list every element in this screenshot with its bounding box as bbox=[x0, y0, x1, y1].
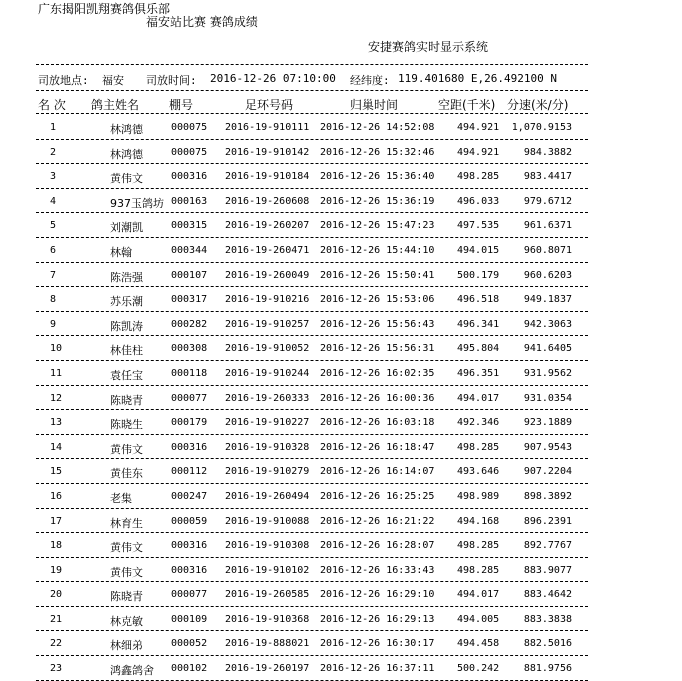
cell-ring: 2016-19-260049 bbox=[225, 269, 310, 281]
cell-rank: 5 bbox=[50, 220, 57, 232]
cell-shed: 000109 bbox=[171, 613, 208, 625]
cell-ring: 2016-19-260494 bbox=[225, 490, 310, 502]
cell-rank: 17 bbox=[50, 515, 63, 527]
cell-rank: 23 bbox=[50, 663, 63, 675]
release-location: 福安 bbox=[102, 74, 124, 87]
cell-rank: 13 bbox=[50, 417, 63, 429]
cell-rank: 8 bbox=[50, 294, 57, 306]
cell-distance: 500.179 bbox=[457, 269, 500, 281]
table-row bbox=[0, 509, 682, 534]
cell-arrival: 2016-12-26 15:56:43 bbox=[320, 318, 435, 330]
col-ring: 足环号码 bbox=[245, 98, 294, 112]
cell-speed: 960.8071 bbox=[523, 244, 572, 256]
cell-shed: 000077 bbox=[171, 392, 208, 404]
cell-ring: 2016-19-910088 bbox=[225, 515, 310, 527]
cell-ring: 2016-19-260608 bbox=[225, 195, 310, 207]
cell-arrival: 2016-12-26 16:29:13 bbox=[320, 613, 435, 625]
cell-arrival: 2016-12-26 16:14:07 bbox=[320, 466, 435, 478]
table-row bbox=[0, 336, 682, 361]
cell-distance: 498.285 bbox=[457, 441, 500, 453]
results-table bbox=[0, 115, 682, 681]
table-row bbox=[0, 435, 682, 460]
cell-owner: 林佳柱 bbox=[110, 344, 143, 358]
cell-owner: 陈晓青 bbox=[110, 590, 143, 604]
table-row bbox=[0, 631, 682, 656]
cell-speed: 983.4417 bbox=[523, 171, 572, 183]
release-location-label: 司放地点: bbox=[38, 74, 89, 87]
cell-shed: 000075 bbox=[171, 122, 208, 133]
table-row bbox=[0, 189, 682, 214]
table-row bbox=[0, 140, 682, 165]
cell-distance: 496.341 bbox=[457, 318, 500, 330]
cell-speed: 960.6203 bbox=[523, 269, 572, 281]
release-coords-label: 经纬度: bbox=[350, 74, 390, 87]
cell-arrival: 2016-12-26 16:30:17 bbox=[320, 638, 435, 650]
release-time: 2016-12-26 07:10:00 bbox=[210, 72, 336, 85]
cell-rank: 22 bbox=[50, 638, 63, 650]
cell-arrival: 2016-12-26 16:00:36 bbox=[320, 392, 435, 404]
table-row bbox=[0, 287, 682, 312]
release-info bbox=[38, 72, 598, 86]
cell-arrival: 2016-12-26 15:36:40 bbox=[320, 171, 435, 183]
table-row bbox=[0, 361, 682, 386]
table-row bbox=[0, 533, 682, 558]
cell-owner: 黄伟文 bbox=[110, 565, 143, 579]
cell-ring: 2016-19-260471 bbox=[225, 244, 310, 256]
cell-shed: 000316 bbox=[171, 564, 208, 576]
cell-speed: 883.3838 bbox=[523, 613, 572, 625]
cell-rank: 1 bbox=[50, 122, 57, 133]
cell-shed: 000107 bbox=[171, 269, 208, 281]
cell-shed: 000075 bbox=[171, 146, 208, 158]
cell-speed: 883.4642 bbox=[523, 589, 572, 601]
cell-owner: 黄伟文 bbox=[110, 172, 143, 186]
cell-rank: 10 bbox=[50, 343, 63, 355]
cell-shed: 000179 bbox=[171, 417, 208, 429]
cell-arrival: 2016-12-26 15:56:31 bbox=[320, 343, 435, 355]
cell-speed: 1,070.9153 bbox=[511, 122, 572, 133]
table-row bbox=[0, 607, 682, 632]
cell-shed: 000308 bbox=[171, 343, 208, 355]
cell-ring: 2016-19-910102 bbox=[225, 564, 310, 576]
cell-ring: 2016-19-910184 bbox=[225, 171, 310, 183]
cell-speed: 898.3892 bbox=[523, 490, 572, 502]
col-distance: 空距(千米) bbox=[438, 98, 496, 112]
cell-shed: 000316 bbox=[171, 441, 208, 453]
cell-distance: 494.921 bbox=[457, 146, 500, 158]
cell-rank: 15 bbox=[50, 466, 63, 478]
cell-distance: 497.535 bbox=[457, 220, 500, 232]
release-time-label: 司放时间: bbox=[146, 74, 197, 87]
cell-ring: 2016-19-910052 bbox=[225, 343, 310, 355]
cell-owner: 林鸿德 bbox=[110, 147, 143, 161]
cell-owner: 林翰 bbox=[110, 245, 132, 259]
cell-ring: 2016-19-910216 bbox=[225, 294, 310, 306]
cell-distance: 492.346 bbox=[457, 417, 500, 429]
cell-arrival: 2016-12-26 16:29:10 bbox=[320, 589, 435, 601]
cell-distance: 494.005 bbox=[457, 613, 500, 625]
table-row bbox=[0, 164, 682, 189]
cell-shed: 000247 bbox=[171, 490, 208, 502]
table-row bbox=[0, 312, 682, 337]
table-row bbox=[0, 558, 682, 583]
cell-ring: 2016-19-910111 bbox=[225, 122, 310, 133]
table-row bbox=[0, 386, 682, 411]
cell-arrival: 2016-12-26 15:44:10 bbox=[320, 244, 435, 256]
cell-rank: 6 bbox=[50, 244, 57, 256]
divider-header-top bbox=[36, 90, 588, 91]
col-owner: 鸽主姓名 bbox=[91, 98, 140, 112]
cell-speed: 941.6405 bbox=[523, 343, 572, 355]
cell-distance: 494.921 bbox=[457, 122, 500, 133]
cell-rank: 16 bbox=[50, 490, 63, 502]
cell-distance: 495.804 bbox=[457, 343, 500, 355]
cell-rank: 21 bbox=[50, 613, 63, 625]
cell-owner: 陈晓青 bbox=[110, 393, 143, 407]
cell-arrival: 2016-12-26 16:03:18 bbox=[320, 417, 435, 429]
cell-ring: 2016-19-260197 bbox=[225, 663, 310, 675]
cell-shed: 000282 bbox=[171, 318, 208, 330]
cell-arrival: 2016-12-26 16:21:22 bbox=[320, 515, 435, 527]
cell-arrival: 2016-12-26 15:47:23 bbox=[320, 220, 435, 232]
cell-shed: 000163 bbox=[171, 195, 208, 207]
cell-distance: 496.351 bbox=[457, 367, 500, 379]
cell-rank: 14 bbox=[50, 441, 63, 453]
cell-ring: 2016-19-260333 bbox=[225, 392, 310, 404]
cell-ring: 2016-19-888021 bbox=[225, 638, 310, 650]
cell-owner: 鸿鑫鸽舍 bbox=[110, 664, 154, 678]
cell-arrival: 2016-12-26 16:25:25 bbox=[320, 490, 435, 502]
col-rank: 名 次 bbox=[38, 98, 66, 112]
cell-owner: 林鸿德 bbox=[110, 123, 143, 136]
table-row bbox=[0, 656, 682, 681]
cell-speed: 949.1837 bbox=[523, 294, 572, 306]
cell-speed: 881.9756 bbox=[523, 663, 572, 675]
cell-distance: 493.646 bbox=[457, 466, 500, 478]
cell-speed: 931.9562 bbox=[523, 367, 572, 379]
cell-speed: 907.2204 bbox=[523, 466, 572, 478]
table-row bbox=[0, 459, 682, 484]
cell-speed: 961.6371 bbox=[523, 220, 572, 232]
cell-distance: 498.285 bbox=[457, 171, 500, 183]
cell-arrival: 2016-12-26 16:02:35 bbox=[320, 367, 435, 379]
cell-rank: 11 bbox=[50, 367, 63, 379]
release-coords: 119.401680 E,26.492100 N bbox=[398, 72, 557, 85]
cell-ring: 2016-19-910142 bbox=[225, 146, 310, 158]
table-row bbox=[0, 115, 682, 140]
cell-owner: 刘潮凯 bbox=[110, 221, 143, 235]
cell-speed: 896.2391 bbox=[523, 515, 572, 527]
cell-rank: 2 bbox=[50, 146, 57, 158]
cell-owner: 黄伟文 bbox=[110, 541, 143, 555]
cell-owner: 林育生 bbox=[110, 516, 143, 530]
cell-rank: 12 bbox=[50, 392, 63, 404]
cell-distance: 494.017 bbox=[457, 589, 500, 601]
cell-ring: 2016-19-910368 bbox=[225, 613, 310, 625]
cell-owner: 陈浩强 bbox=[110, 270, 143, 284]
cell-rank: 4 bbox=[50, 195, 57, 207]
col-shed: 棚号 bbox=[169, 98, 194, 112]
cell-arrival: 2016-12-26 15:36:19 bbox=[320, 195, 435, 207]
cell-owner: 陈凯涛 bbox=[110, 319, 143, 333]
cell-ring: 2016-19-910244 bbox=[225, 367, 310, 379]
cell-arrival: 2016-12-26 15:50:41 bbox=[320, 269, 435, 281]
cell-shed: 000077 bbox=[171, 589, 208, 601]
cell-ring: 2016-19-260207 bbox=[225, 220, 310, 232]
table-row bbox=[0, 263, 682, 288]
cell-distance: 498.285 bbox=[457, 564, 500, 576]
cell-arrival: 2016-12-26 14:52:08 bbox=[320, 122, 435, 133]
cell-owner: 苏乐潮 bbox=[110, 295, 143, 309]
cell-rank: 3 bbox=[50, 171, 57, 183]
col-arrival: 归巢时间 bbox=[350, 98, 399, 112]
cell-distance: 500.242 bbox=[457, 663, 500, 675]
cell-shed: 000317 bbox=[171, 294, 208, 306]
cell-ring: 2016-19-910227 bbox=[225, 417, 310, 429]
table-row bbox=[0, 410, 682, 435]
cell-owner: 黄伟文 bbox=[110, 442, 143, 456]
cell-speed: 931.0354 bbox=[523, 392, 572, 404]
cell-rank: 18 bbox=[50, 540, 63, 552]
cell-distance: 494.458 bbox=[457, 638, 500, 650]
club-name: 广东揭阳凯翔赛鸽俱乐部 bbox=[38, 2, 171, 16]
cell-owner: 林细弟 bbox=[110, 639, 143, 653]
cell-distance: 498.989 bbox=[457, 490, 500, 502]
cell-arrival: 2016-12-26 16:37:11 bbox=[320, 663, 435, 675]
cell-shed: 000102 bbox=[171, 663, 208, 675]
cell-rank: 9 bbox=[50, 318, 57, 330]
cell-shed: 000316 bbox=[171, 540, 208, 552]
cell-owner: 林克敏 bbox=[110, 614, 143, 628]
cell-ring: 2016-19-260585 bbox=[225, 589, 310, 601]
cell-speed: 923.1889 bbox=[523, 417, 572, 429]
table-row bbox=[0, 238, 682, 263]
divider-top bbox=[36, 64, 588, 65]
table-row bbox=[0, 213, 682, 238]
cell-ring: 2016-19-910257 bbox=[225, 318, 310, 330]
cell-arrival: 2016-12-26 16:33:43 bbox=[320, 564, 435, 576]
cell-arrival: 2016-12-26 16:18:47 bbox=[320, 441, 435, 453]
cell-owner: 老集 bbox=[110, 491, 132, 505]
cell-distance: 498.285 bbox=[457, 540, 500, 552]
table-row bbox=[0, 484, 682, 509]
cell-ring: 2016-19-910328 bbox=[225, 441, 310, 453]
cell-shed: 000344 bbox=[171, 244, 208, 256]
cell-shed: 000316 bbox=[171, 171, 208, 183]
cell-shed: 000315 bbox=[171, 220, 208, 232]
system-name: 安捷赛鸽实时显示系统 bbox=[368, 40, 489, 54]
cell-shed: 000118 bbox=[171, 367, 208, 379]
cell-shed: 000059 bbox=[171, 515, 208, 527]
cell-distance: 494.015 bbox=[457, 244, 500, 256]
cell-distance: 494.168 bbox=[457, 515, 500, 527]
cell-distance: 496.033 bbox=[457, 195, 500, 207]
cell-speed: 883.9077 bbox=[523, 564, 572, 576]
cell-distance: 494.017 bbox=[457, 392, 500, 404]
cell-ring: 2016-19-910279 bbox=[225, 466, 310, 478]
cell-speed: 984.3882 bbox=[523, 146, 572, 158]
cell-arrival: 2016-12-26 16:28:07 bbox=[320, 540, 435, 552]
cell-owner: 黄佳东 bbox=[110, 467, 143, 481]
cell-speed: 942.3063 bbox=[523, 318, 572, 330]
cell-rank: 19 bbox=[50, 564, 63, 576]
cell-shed: 000052 bbox=[171, 638, 208, 650]
table-row bbox=[0, 582, 682, 607]
column-headers bbox=[0, 96, 682, 110]
col-speed: 分速(米/分) bbox=[507, 98, 569, 112]
cell-speed: 892.7767 bbox=[523, 540, 572, 552]
cell-speed: 907.9543 bbox=[523, 441, 572, 453]
cell-rank: 20 bbox=[50, 589, 63, 601]
cell-arrival: 2016-12-26 15:53:06 bbox=[320, 294, 435, 306]
cell-ring: 2016-19-910308 bbox=[225, 540, 310, 552]
cell-distance: 496.518 bbox=[457, 294, 500, 306]
cell-shed: 000112 bbox=[171, 466, 208, 478]
cell-owner: 937玉鸽坊 bbox=[110, 196, 164, 210]
cell-owner: 陈晓生 bbox=[110, 418, 143, 432]
cell-speed: 882.5016 bbox=[523, 638, 572, 650]
divider-header-bottom bbox=[36, 113, 588, 114]
race-title: 福安站比赛 赛鸽成绩 bbox=[146, 15, 258, 29]
cell-owner: 袁任宝 bbox=[110, 368, 143, 382]
cell-rank: 7 bbox=[50, 269, 57, 281]
cell-arrival: 2016-12-26 15:32:46 bbox=[320, 146, 435, 158]
cell-speed: 979.6712 bbox=[523, 195, 572, 207]
